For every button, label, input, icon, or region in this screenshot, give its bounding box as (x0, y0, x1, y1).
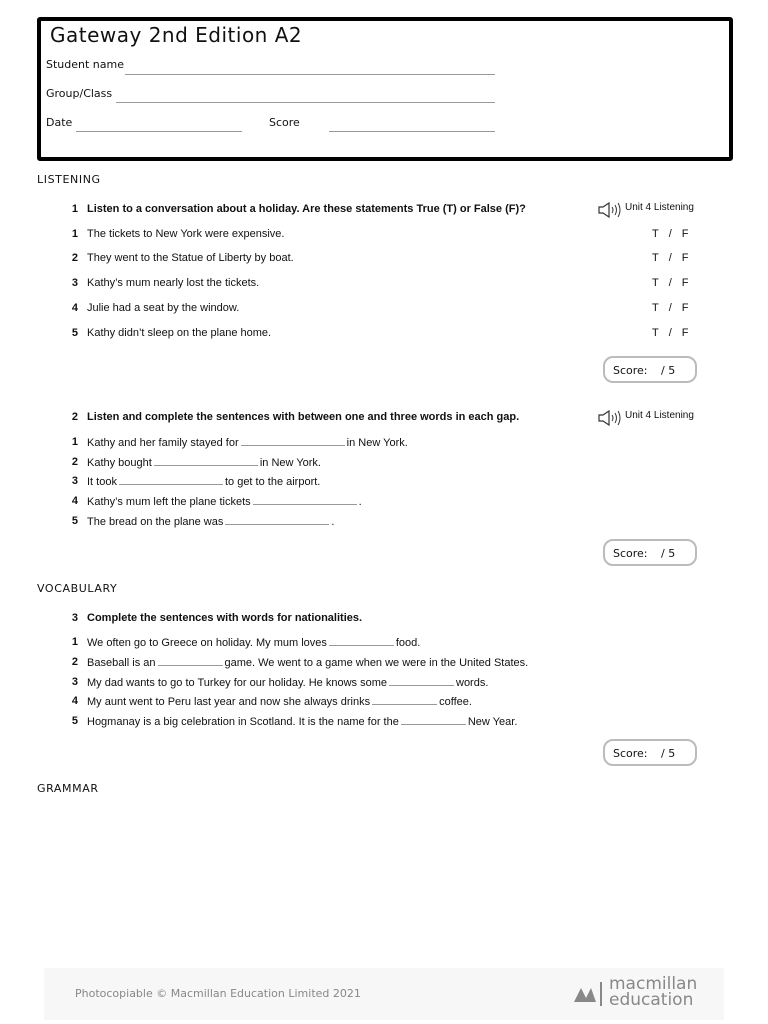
item-number: 5 (71, 327, 78, 339)
item-text-before: Hogmanay is a big celebration in Scotland. It is the name for the (87, 716, 399, 728)
item-text-before: Kathy and her family stayed for (87, 437, 239, 449)
student-name-field[interactable] (125, 74, 495, 75)
logo-line-1: macmillan (609, 974, 698, 994)
question-number: 3 (71, 612, 78, 624)
tf-slash: / (668, 277, 672, 289)
tf-slash: / (668, 302, 672, 314)
tf-slash: / (668, 228, 672, 240)
item-text-before: Baseball is an (87, 657, 156, 669)
item-number: 4 (71, 495, 78, 507)
question-instruction: Listen and complete the sentences with between one and three words in each gap. (87, 411, 520, 423)
score-box-label: Score: (613, 747, 648, 760)
question-instruction: Complete the sentences with words for nationalities. (87, 612, 363, 624)
score-box-q3[interactable] (603, 739, 697, 766)
question-2-heading (0, 411, 768, 427)
page-title: Gateway 2nd Edition A2 (50, 23, 303, 47)
tf-slash: / (668, 252, 672, 264)
item-text-after: . (358, 496, 362, 508)
item-text-after: to get to the airport. (224, 476, 321, 488)
item-text-before: My aunt went to Peru last year and now she always drinks (87, 696, 371, 708)
student-name-label: Student name (46, 58, 124, 71)
answer-gap[interactable] (401, 715, 466, 725)
true-option[interactable]: T (652, 277, 659, 289)
item-text-after: . (331, 516, 335, 528)
item-number: 1 (71, 636, 78, 648)
copyright-notice: Photocopiable © Macmillan Education Limited 2021 (75, 987, 361, 1000)
item-text: Julie had a seat by the window. (87, 302, 240, 314)
item-text-after: in New York. (259, 457, 321, 469)
item-text-before: Kathy bought (87, 457, 152, 469)
true-false-choice[interactable] (652, 228, 689, 240)
gap-fill-item (0, 456, 768, 472)
item-text-after: words. (456, 677, 489, 689)
item-text-before: My dad wants to go to Turkey for our holiday. He knows some (87, 677, 387, 689)
tf-item (0, 228, 768, 244)
item-number: 3 (71, 277, 78, 289)
question-number: 2 (71, 411, 78, 423)
gap-fill-item (0, 676, 768, 692)
true-false-choice[interactable] (652, 252, 689, 264)
gap-fill-item (0, 515, 768, 531)
item-text-before: It took (87, 476, 117, 488)
tf-item (0, 277, 768, 293)
answer-gap[interactable] (158, 656, 223, 666)
false-option[interactable]: F (681, 277, 689, 289)
item-number: 3 (71, 475, 78, 487)
answer-gap[interactable] (372, 695, 437, 705)
item-text: Kathy’s mum nearly lost the tickets. (87, 277, 260, 289)
true-option[interactable]: T (652, 252, 659, 264)
answer-gap[interactable] (329, 636, 394, 646)
audio-reference-label: Unit 4 Listening (625, 410, 694, 421)
item-text-after: game. We went to a game when we were in the United States. (224, 657, 529, 669)
item-number: 4 (71, 302, 78, 314)
item-number: 1 (71, 436, 78, 448)
true-option[interactable]: T (652, 302, 659, 314)
gap-fill-item (0, 695, 768, 711)
item-text: Kathy didn’t sleep on the plane home. (87, 327, 272, 339)
true-false-choice[interactable] (652, 302, 689, 314)
item-number: 2 (71, 252, 78, 264)
item-text: The tickets to New York were expensive. (87, 228, 285, 240)
score-box-label: Score: (613, 364, 648, 377)
gap-fill-item (0, 636, 768, 652)
score-label: Score (269, 116, 300, 129)
question-1-heading (0, 203, 768, 219)
false-option[interactable]: F (681, 327, 689, 339)
answer-gap[interactable] (389, 676, 454, 686)
item-number: 5 (71, 715, 78, 727)
section-listening: LISTENING (37, 173, 101, 186)
score-box-max: / 5 (661, 547, 676, 560)
item-number: 1 (71, 228, 78, 240)
item-number: 2 (71, 656, 78, 668)
section-grammar: GRAMMAR (37, 782, 99, 795)
gap-fill-item (0, 656, 768, 672)
score-field[interactable] (329, 131, 495, 132)
item-text-after: in New York. (346, 437, 408, 449)
score-box-q2[interactable] (603, 539, 697, 566)
macmillan-logo (574, 976, 724, 1012)
score-box-max: / 5 (661, 364, 676, 377)
answer-gap[interactable] (253, 495, 357, 505)
item-text-after: New Year. (467, 716, 518, 728)
score-box-q1[interactable] (603, 356, 697, 383)
tf-slash: / (668, 327, 672, 339)
true-option[interactable]: T (652, 228, 659, 240)
gap-fill-item (0, 436, 768, 452)
item-number: 4 (71, 695, 78, 707)
item-text-before: Kathy’s mum left the plane tickets (87, 496, 251, 508)
group-class-label: Group/Class (46, 87, 113, 100)
item-text-after: coffee. (439, 696, 472, 708)
section-vocabulary: VOCABULARY (37, 582, 118, 595)
date-label: Date (46, 116, 73, 129)
macmillan-logo-icon (574, 982, 604, 1006)
true-false-choice[interactable] (652, 277, 689, 289)
question-instruction: Listen to a conversation about a holiday. Are these statements True (T) or False (F)? (87, 203, 526, 215)
header-box (37, 17, 733, 161)
item-text-before: The bread on the plane was (87, 516, 224, 528)
speaker-icon (598, 410, 622, 426)
answer-gap[interactable] (225, 515, 329, 525)
date-field[interactable] (76, 131, 242, 132)
item-text-after: food. (395, 637, 421, 649)
item-text: They went to the Statue of Liberty by boat. (87, 252, 294, 264)
false-option[interactable]: F (681, 228, 689, 240)
gap-fill-item (0, 495, 768, 511)
question-number: 1 (71, 203, 78, 215)
item-number: 5 (71, 515, 78, 527)
item-number: 3 (71, 676, 78, 688)
false-option[interactable]: F (681, 302, 689, 314)
score-box-label: Score: (613, 547, 648, 560)
answer-gap[interactable] (154, 456, 258, 466)
item-text-before: We often go to Greece on holiday. My mum loves (87, 637, 327, 649)
audio-reference-label: Unit 4 Listening (625, 202, 694, 213)
gap-fill-item (0, 715, 768, 731)
tf-item (0, 302, 768, 318)
logo-line-2: education (609, 990, 694, 1010)
tf-item (0, 327, 768, 343)
speaker-icon (598, 202, 622, 218)
true-option[interactable]: T (652, 327, 659, 339)
group-class-field[interactable] (116, 102, 495, 103)
false-option[interactable]: F (681, 252, 689, 264)
answer-gap[interactable] (241, 436, 345, 446)
page-footer (44, 968, 724, 1020)
tf-item (0, 252, 768, 268)
answer-gap[interactable] (119, 475, 223, 485)
item-number: 2 (71, 456, 78, 468)
true-false-choice[interactable] (652, 327, 689, 339)
score-box-max: / 5 (661, 747, 676, 760)
question-3-heading (0, 612, 768, 628)
gap-fill-item (0, 475, 768, 491)
